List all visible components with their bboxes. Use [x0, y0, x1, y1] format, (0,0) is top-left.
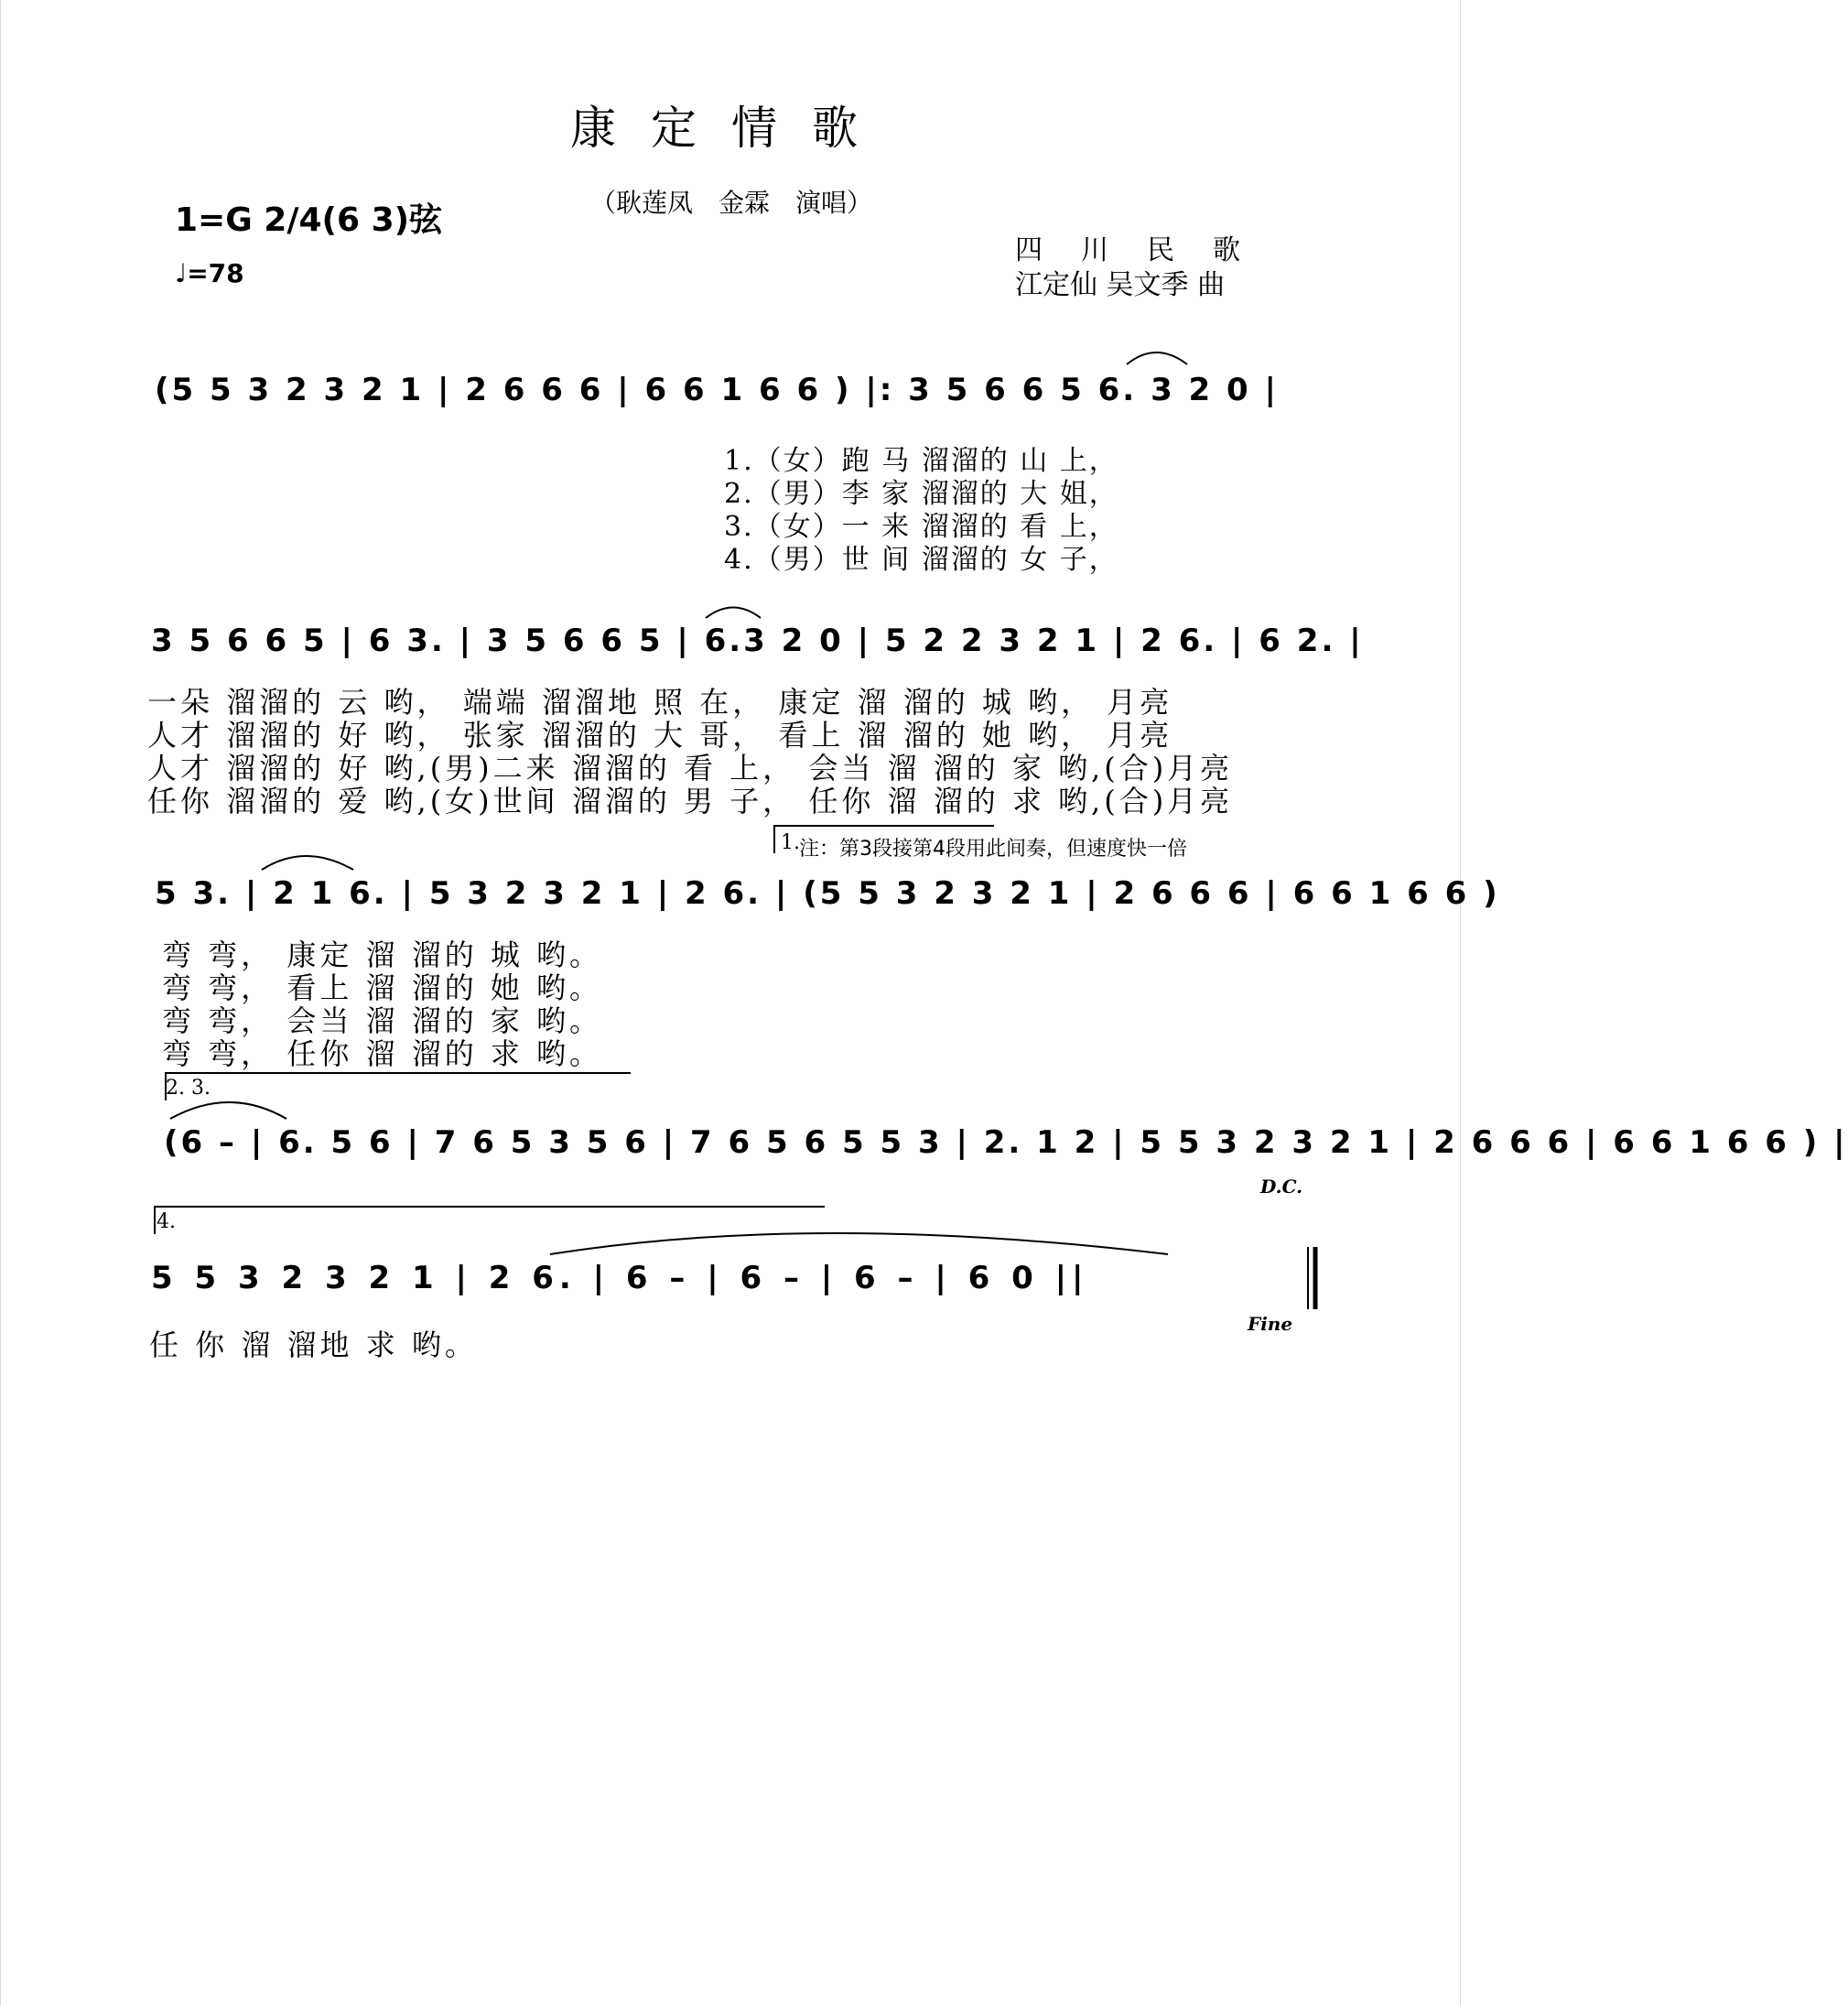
- verse-line-1-1: 1.（女）跑 马 溜溜的 山 上，: [724, 445, 1119, 477]
- verse-line-2-2: 人才 溜溜的 好 哟， 张家 溜溜的 大 哥， 看上 溜 溜的 她 哟， 月亮: [147, 718, 1173, 753]
- performers: （耿莲凤 金霖 演唱）: [589, 188, 872, 218]
- verse-line-1-3: 3.（女）一 来 溜溜的 看 上，: [724, 511, 1119, 543]
- song-title: 康定情歌: [570, 102, 892, 155]
- slur-row1: [1127, 352, 1187, 364]
- notation-row-3: 5 3. | 2 1 6. | 5 3 2 3 2 1 | 2 6. | (5 5 3 2 3 2 1 | 2 6 6 6 | 6 6 1 6 6 ): [155, 875, 1500, 912]
- verse-line-3-2: 弯 弯， 看上 溜 溜的 她 哟。: [162, 970, 603, 1005]
- slur-row5: [550, 1233, 1168, 1254]
- verse-line-2-1: 一朵 溜溜的 云 哟， 端端 溜溜地 照 在， 康定 溜 溜的 城 哟， 月亮: [147, 685, 1173, 720]
- tempo-marking: ♩=78: [175, 258, 244, 288]
- ending-23-bracket: [166, 1073, 631, 1100]
- slur-row2: [706, 608, 761, 619]
- interlude-note: 注：第3段接第4段用此间奏，但速度快一倍: [799, 838, 1187, 861]
- credit-arranger: 江定仙 吴文季 曲: [1015, 269, 1226, 301]
- verse-line-3-4: 弯 弯， 任你 溜 溜的 求 哟。: [162, 1036, 603, 1071]
- ending-4-bracket: [155, 1207, 825, 1234]
- slur-row3: [262, 856, 353, 870]
- notation-row-4: (6 – | 6. 5 6 | 7 6 5 3 5 6 | 7 6 5 6 5 5 3 | 2. 1 2 | 5 5 3 2 3 2 1 | 2 6 6 6 | 6 6 1 6 6 ) |: [164, 1124, 1848, 1161]
- verse-line-3-3: 弯 弯， 会当 溜 溜的 家 哟。: [162, 1003, 603, 1038]
- ending-1-label: 1.: [781, 831, 800, 854]
- key-signature: 1=G 2/4(6 3)弦: [175, 201, 443, 239]
- notation-row-2: 3 5 6 6 5 | 6 3. | 3 5 6 6 5 | 6.3 2 0 | 5 2 2 3 2 1 | 2 6. | 6 2. |: [151, 623, 1364, 659]
- verse-line-1-2: 2.（男）李 家 溜溜的 大 姐，: [724, 478, 1119, 510]
- notation-row-5: 5 5 3 2 3 2 1 | 2 6. | 6 – | 6 – | 6 – | 6 0 ||: [151, 1260, 1089, 1296]
- verse-line-3-1: 弯 弯， 康定 溜 溜的 城 哟。: [162, 937, 603, 972]
- ending-23-label: 2. 3.: [166, 1077, 211, 1100]
- slur-row4: [170, 1102, 286, 1119]
- score-lines: [1, 0, 1462, 2005]
- notation-row-1: (5 5 3 2 3 2 1 | 2 6 6 6 | 6 6 1 6 6 ) |: 3 5 6 6 5 6. 3 2 0 |: [155, 372, 1279, 408]
- final-lyric: 任 你 溜 溜地 求 哟。: [149, 1328, 478, 1362]
- fine-mark: Fine: [1248, 1313, 1293, 1335]
- dc-mark: D.C.: [1260, 1176, 1303, 1198]
- verse-line-1-4: 4.（男）世 间 溜溜的 女 子，: [724, 544, 1119, 576]
- verse-line-2-3: 人才 溜溜的 好 哟,(男)二来 溜溜的 看 上， 会当 溜 溜的 家 哟,(合)月亮: [147, 751, 1234, 786]
- verse-line-2-4: 任你 溜溜的 爱 哟,(女)世间 溜溜的 男 子， 任你 溜 溜的 求 哟,(合)月亮: [147, 784, 1234, 818]
- ending-1-bracket: [774, 826, 994, 853]
- credit-origin: 四 川 民 歌: [1015, 234, 1246, 266]
- ending-4-label: 4.: [157, 1210, 176, 1233]
